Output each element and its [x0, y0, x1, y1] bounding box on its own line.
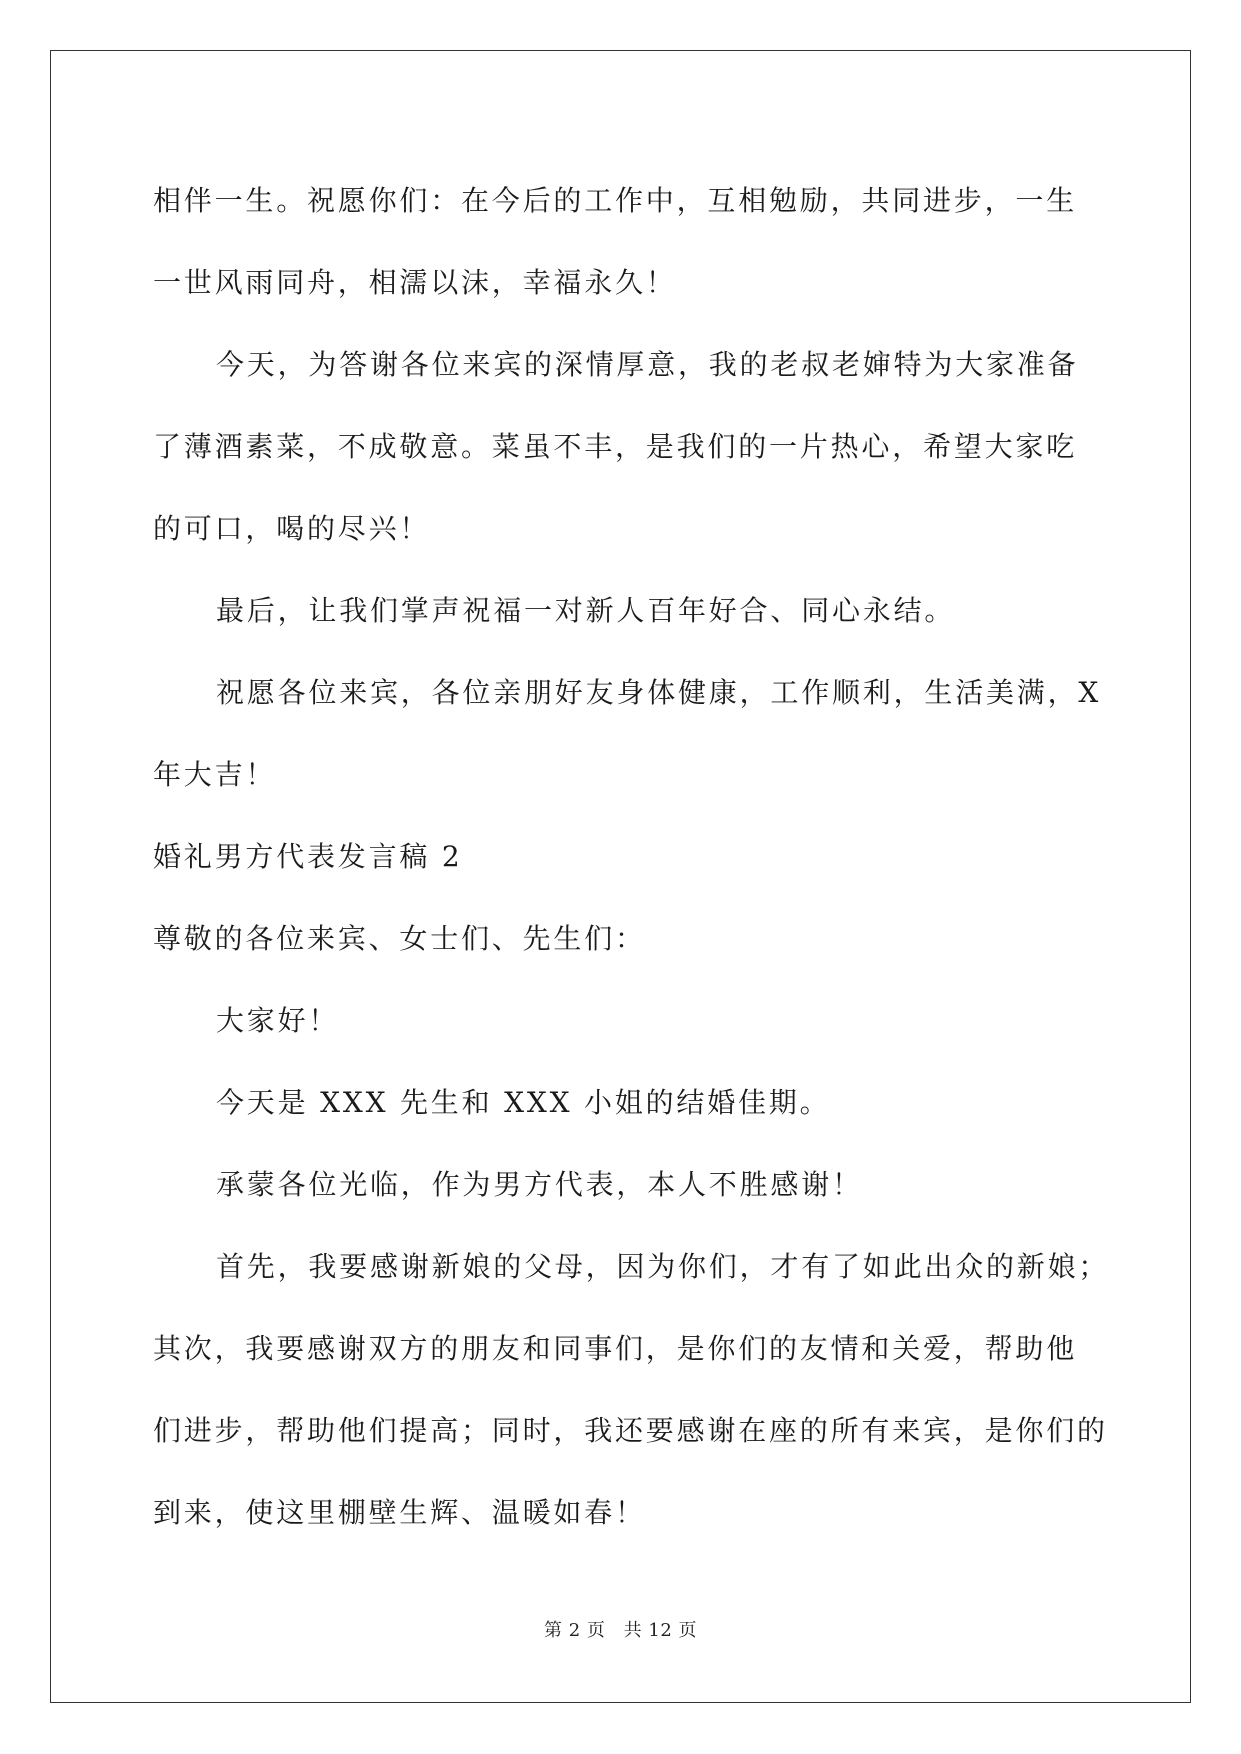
text-line: 最后，让我们掌声祝福一对新人百年好合、同心永结。 [216, 594, 956, 627]
text-line: 了薄酒素菜，不成敬意。菜虽不丰，是我们的一片热心，希望大家吃 [153, 430, 1078, 463]
text-line: 的可口，喝的尽兴！ [153, 512, 431, 545]
text-line: 其次，我要感谢双方的朋友和同事们，是你们的友情和关爱，帮助他 [153, 1332, 1078, 1365]
salutation: 尊敬的各位来宾、女士们、先生们： [153, 922, 646, 955]
text-line: 承蒙各位光临，作为男方代表，本人不胜感谢！ [216, 1168, 863, 1201]
text-line: 年大吉！ [153, 758, 277, 791]
document-body [153, 160, 1110, 1554]
text-line: 一世风雨同舟，相濡以沫，幸福永久！ [153, 266, 677, 299]
section-heading: 婚礼男方代表发言稿 2 [153, 840, 463, 873]
text-line: 大家好！ [216, 1004, 340, 1037]
text-line: 们进步，帮助他们提高；同时，我还要感谢在座的所有来宾，是你们的 [153, 1414, 1108, 1447]
page-footer [0, 1616, 1241, 1642]
text-line: 到来，使这里棚壁生辉、温暖如春！ [153, 1496, 646, 1529]
text-line: 首先，我要感谢新娘的父母，因为你们，才有了如此出众的新娘； [216, 1250, 1110, 1283]
text-line: 祝愿各位来宾，各位亲朋好友身体健康，工作顺利，生活美满，X [216, 676, 1102, 709]
text-line: 今天是 XXX 先生和 XXX 小姐的结婚佳期。 [216, 1086, 831, 1119]
text-line: 今天，为答谢各位来宾的深情厚意，我的老叔老婶特为大家准备 [216, 348, 1079, 381]
text-line: 相伴一生。祝愿你们：在今后的工作中，互相勉励，共同进步，一生 [153, 184, 1078, 217]
page-number: 第 2 页 [544, 1620, 606, 1641]
page-total: 共 12 页 [623, 1620, 697, 1641]
